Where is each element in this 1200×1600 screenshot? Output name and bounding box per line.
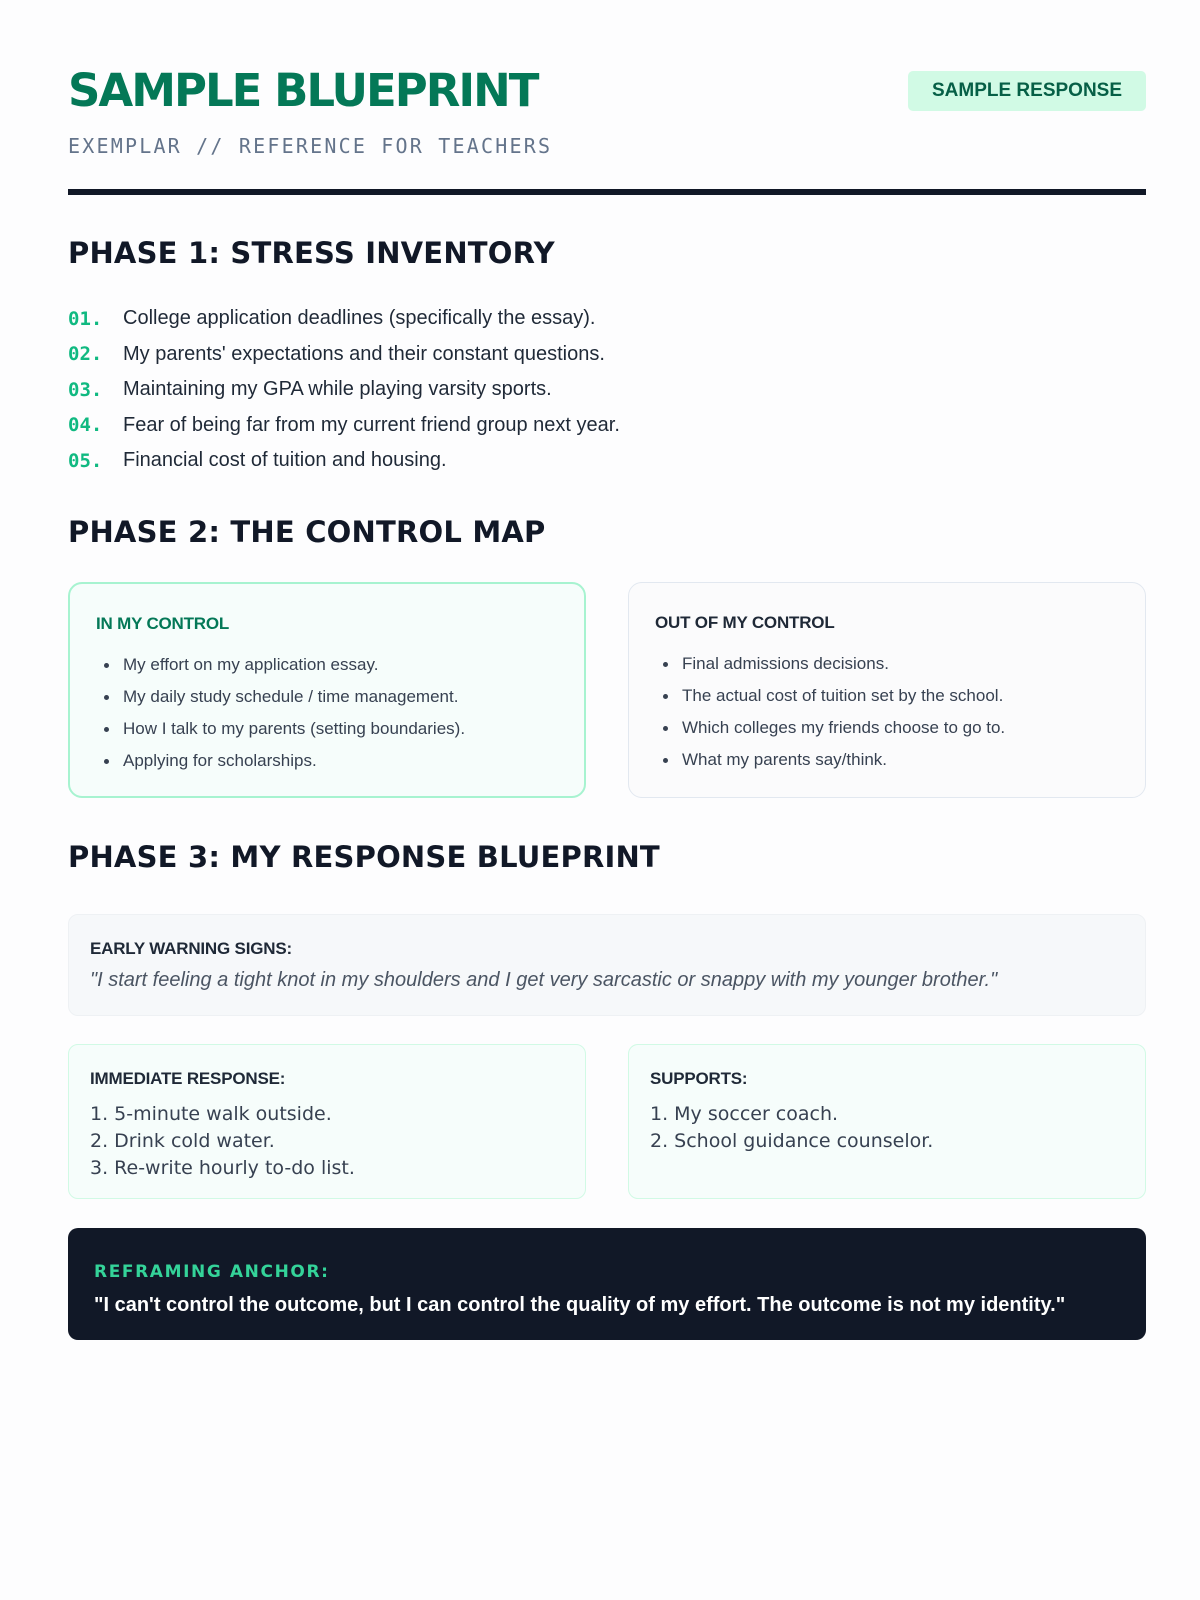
item-number: 03. — [68, 378, 103, 401]
item-text: Applying for scholarships. — [123, 751, 317, 770]
immediate-response-label: IMMEDIATE RESPONSE: — [90, 1069, 286, 1088]
item-text: The actual cost of tuition set by the school. — [682, 686, 1004, 705]
page-header — [68, 0, 1146, 197]
in-control-list — [96, 649, 465, 777]
list-item — [655, 712, 1005, 744]
item-text: My effort on my application essay. — [123, 655, 379, 674]
supports-label: SUPPORTS: — [650, 1069, 748, 1088]
immediate-response-list — [90, 1101, 355, 1182]
bullet-icon — [663, 726, 668, 731]
list-item — [655, 744, 1005, 776]
item-text: My daily study schedule / time management. — [123, 687, 459, 706]
phase2-heading: PHASE 2: THE CONTROL MAP — [68, 515, 546, 549]
out-of-control-card — [628, 582, 1146, 798]
in-control-label: IN MY CONTROL — [96, 614, 230, 633]
list-item — [68, 443, 1146, 479]
list-item — [655, 648, 1005, 680]
reframing-anchor-text: "I can't control the outcome, but I can control the quality of my effort. The outcome is not my identity." — [94, 1294, 1066, 1316]
bullet-icon — [104, 727, 109, 732]
page-subtitle: EXEMPLAR // REFERENCE FOR TEACHERS — [68, 134, 553, 158]
supports-list — [650, 1101, 933, 1155]
item-text: Financial cost of tuition and housing. — [123, 449, 447, 472]
bullet-icon — [104, 695, 109, 700]
header-divider — [68, 189, 1146, 195]
bullet-icon — [663, 758, 668, 763]
out-of-control-label: OUT OF MY CONTROL — [655, 613, 835, 632]
list-item — [96, 745, 465, 777]
list-item: 3. Re-write hourly to-do list. — [90, 1157, 355, 1179]
sample-response-badge: SAMPLE RESPONSE — [908, 71, 1146, 111]
item-text: What my parents say/think. — [682, 750, 888, 769]
item-text: Fear of being far from my current friend group next year. — [123, 413, 620, 436]
reframing-anchor-label: REFRAMING ANCHOR: — [94, 1262, 330, 1282]
out-of-control-list — [655, 648, 1005, 776]
list-item — [68, 337, 1146, 373]
list-item: 1. My soccer coach. — [650, 1103, 839, 1125]
bullet-icon — [104, 759, 109, 764]
list-item — [96, 681, 465, 713]
bullet-icon — [104, 663, 109, 668]
worksheet-page — [68, 0, 1146, 1316]
list-item — [68, 408, 1146, 444]
item-text: How I talk to my parents (setting boundaries). — [123, 719, 466, 738]
phase1-heading: PHASE 1: STRESS INVENTORY — [68, 236, 555, 270]
item-text: College application deadlines (specifically the essay). — [123, 307, 596, 330]
item-number: 05. — [68, 449, 103, 472]
early-warning-box — [68, 914, 1146, 1016]
in-control-card — [68, 582, 586, 798]
early-warning-text: "I start feeling a tight knot in my shoulders and I get very sarcastic or snappy with my younger brother." — [90, 969, 998, 991]
item-number: 02. — [68, 343, 103, 366]
list-item — [655, 680, 1005, 712]
item-number: 04. — [68, 414, 103, 437]
item-text: My parents' expectations and their constant questions. — [123, 342, 605, 365]
reframing-anchor-box — [68, 1228, 1146, 1340]
list-item — [96, 649, 465, 681]
list-item: 2. School guidance counselor. — [650, 1130, 934, 1152]
supports-box — [628, 1044, 1146, 1199]
early-warning-label: EARLY WARNING SIGNS: — [90, 939, 292, 958]
item-text: Maintaining my GPA while playing varsity sports. — [123, 378, 552, 401]
page-title: SAMPLE BLUEPRINT — [68, 64, 538, 117]
bullet-icon — [663, 662, 668, 667]
bullet-icon — [663, 694, 668, 699]
item-text: Final admissions decisions. — [682, 654, 889, 673]
phase3-heading: PHASE 3: MY RESPONSE BLUEPRINT — [68, 840, 660, 874]
item-number: 01. — [68, 307, 103, 330]
item-text: Which colleges my friends choose to go to. — [682, 718, 1006, 737]
list-item: 2. Drink cold water. — [90, 1130, 275, 1152]
stress-inventory-list — [68, 301, 1146, 479]
list-item — [96, 713, 465, 745]
immediate-response-box — [68, 1044, 586, 1199]
list-item — [68, 301, 1146, 337]
list-item: 1. 5-minute walk outside. — [90, 1103, 332, 1125]
list-item — [68, 372, 1146, 408]
